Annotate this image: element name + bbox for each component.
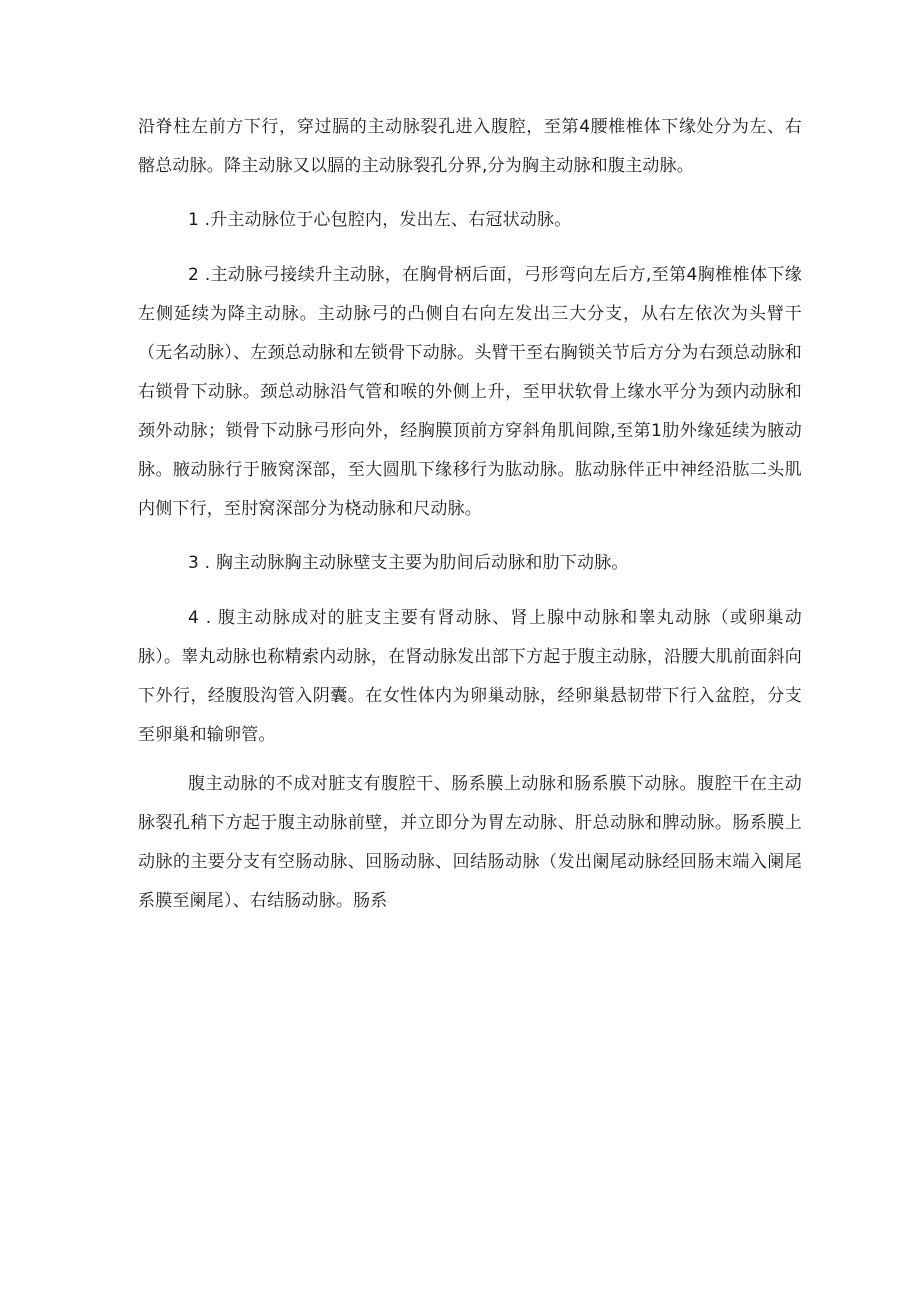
paragraph-ascending-aorta: 1 .升主动脉位于心包腔内，发出左、右冠状动脉。 [188,210,572,230]
paragraph-abdominal-aorta-unpaired: 腹主动脉的不成对脏支有腹腔干、肠系膜上动脉和肠系膜下动脉。腹腔干在主动脉裂孔稍下方起于腹主动脉前壁，并立即分为胃左动脉、肝总动脉和脾动脉。肠系膜上动脉的主要分支有空肠动脉、回肠动脉、回结肠动脉（发出阑尾动脉经回肠末端入阑尾系膜至阑尾）、右结肠动脉。肠系 [138,774,802,911]
paragraph-abdominal-aorta-paired: 4 . 腹主动脉成对的脏支主要有肾动脉、肾上腺中动脉和睾丸动脉（或卵巢动脉）。睾丸动脉也称精索内动脉，在肾动脉发出部下方起于腹主动脉，沿腰大肌前面斜向下外行，经腹股沟管入阴囊。在女性体内为卵巢动脉，经卵巢悬韧带下行入盆腔，分支至卵巢和输卵管。 [138,608,802,745]
paragraph-aortic-arch: 2 .主动脉弓接续升主动脉，在胸骨柄后面，弓形弯向左后方,至第4胸椎椎体下缘左侧延续为降主动脉。主动脉弓的凸侧自右向左发出三大分支，从右左依次为头臂干（无名动脉）、左颈总动脉和左锁骨下动脉。头臂干至右胸锁关节后方分为右颈总动脉和右锁骨下动脉。颈总动脉沿气管和喉的外侧上升，至甲状软骨上缘水平分为颈内动脉和颈外动脉；锁骨下动脉弓形向外，经胸膜顶前方穿斜角肌间隙,至第1肋外缘延续为腋动脉。腋动脉行于腋窝深部，至大圆肌下缘移行为肱动脉。肱动脉伴正中神经沿肱二头肌内侧下行，至肘窝深部分为桡动脉和尺动脉。 [138,265,802,519]
document-body [138,108,802,921]
paragraph-descending-aorta: 沿脊柱左前方下行，穿过膈的主动脉裂孔进入腹腔，至第4腰椎椎体下缘处分为左、右髂总动脉。降主动脉又以膈的主动脉裂孔分界,分为胸主动脉和腹主动脉。 [138,117,802,176]
paragraph-thoracic-aorta: 3 . 胸主动脉胸主动脉壁支主要为肋间后动脉和肋下动脉。 [188,553,629,573]
